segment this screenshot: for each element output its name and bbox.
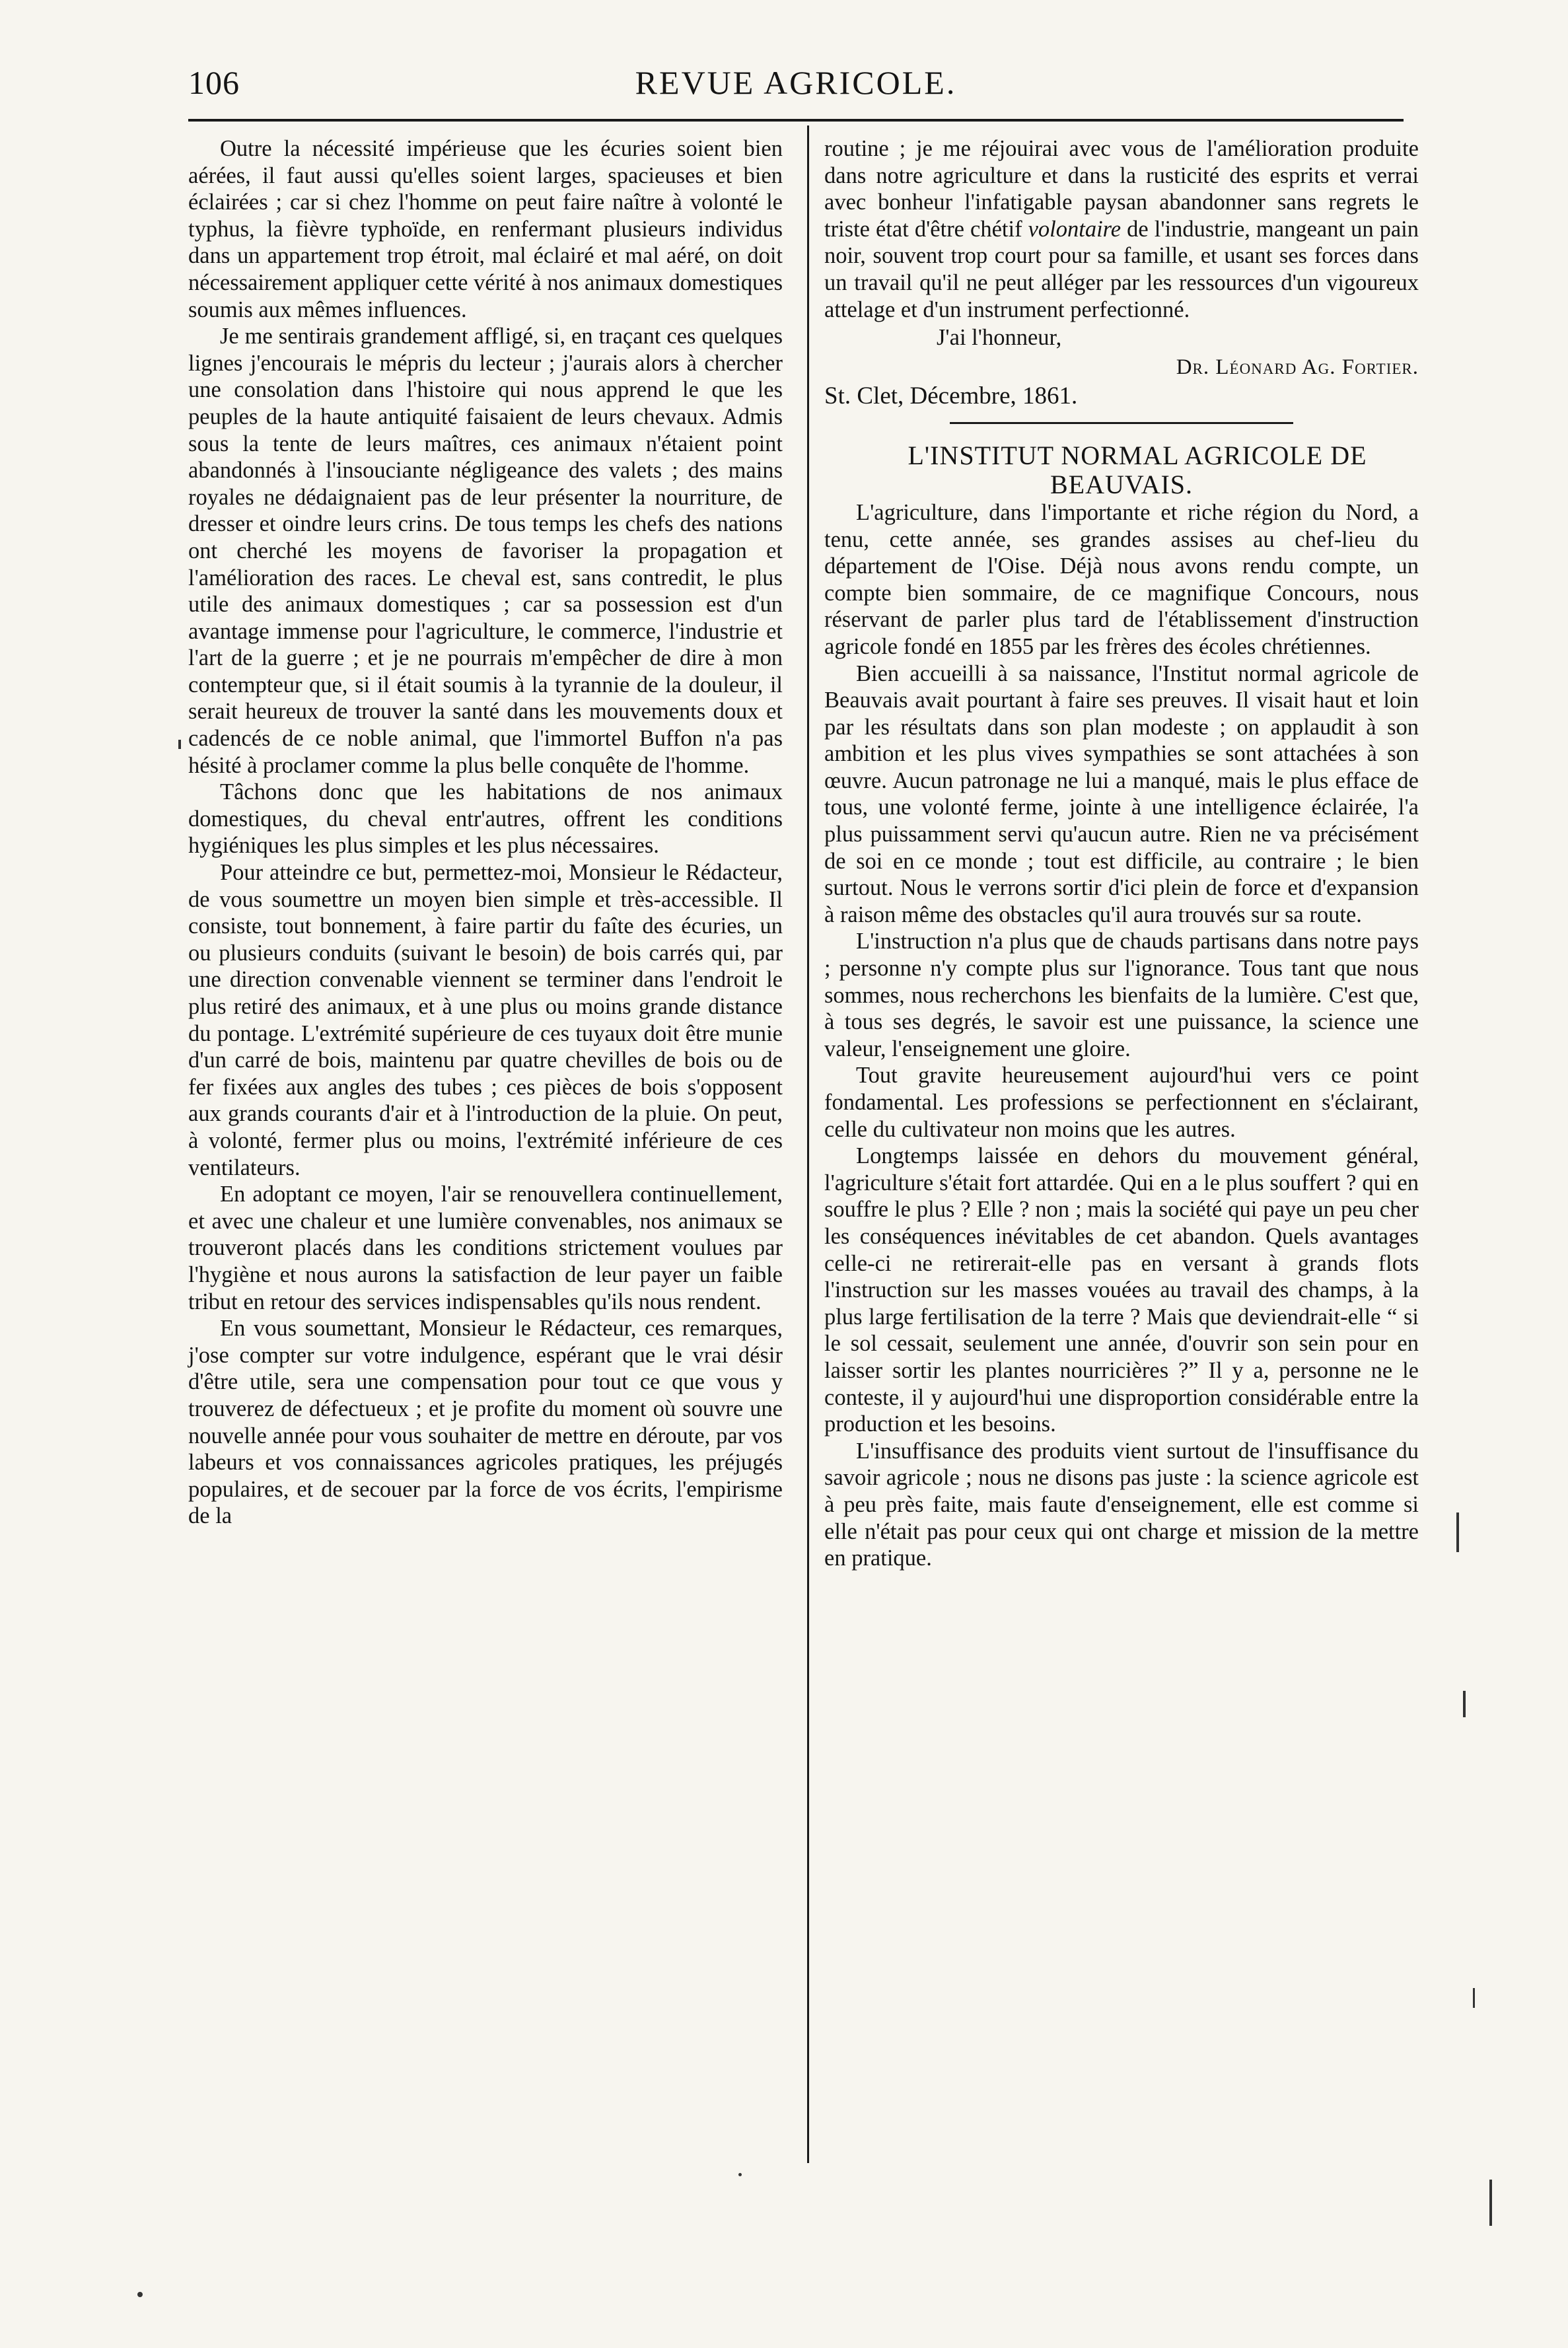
running-title: REVUE AGRICOLE. bbox=[635, 64, 957, 101]
section-divider bbox=[950, 422, 1293, 424]
column-divider-rule bbox=[807, 125, 809, 2163]
scan-speck bbox=[1489, 2180, 1492, 2226]
letter-continuation bbox=[824, 135, 1419, 323]
paragraph: Outre la nécessité impérieuse que les écuries soient bien aérées, il faut aussi qu'elles soient larges, spacieuses et bien éclairées ; car si chez l'homme on peut faire naître à volonté le typhus, la fièvre typhoïde, en renfermant plusieurs individus dans un appartement trop étroit, mal éclairé et mal aéré, on doit nécessairement appliquer cette vérité à nos animaux domestiques soumis aux mêmes influences. bbox=[188, 136, 783, 322]
paragraph: L'instruction n'a plus que de chauds partisans dans notre pays ; personne n'y compte plus sur l'ignorance. Tous tant que nous sommes, nous recherchons les bienfaits de la lumière. C'est que, à tous ses degrés, le savoir est une puissance, la science une valeur, l'enseignement une gloire. bbox=[824, 929, 1419, 1061]
continuation-text: de l'industrie, mangeant un pain noir, souvent trop court pour sa famille, et usant ses forces dans un travail qu'il ne peut alléger par les ressources d'un vigoureux attelage et d'un instrument perfectionné. bbox=[824, 216, 1419, 322]
paragraph: Je me sentirais grandement affligé, si, en traçant ces quelques lignes j'encourais le mépris du lecteur ; j'aurais alors à chercher une consolation dans l'histoire qui nous apprend le que les peuples de la haute antiquité faisaient de leurs chevaux. Admis sous la tente de leurs maîtres, ces animaux n'étaient point abandonnés à l'insouciante négligeance des valets ; des mains royales ne dédaignaient pas de leur présenter la nourriture, de dresser et oindre leurs crins. De tous temps les chefs des nations ont cherché les moyens de favoriser la propagation et l'amélioration des races. Le cheval est, sans contredit, le plus utile des animaux domestiques ; car sa possession est d'un avantage immense pour l'agriculture, le commerce, l'industrie et l'art de la guerre ; et je ne pourrais m'empêcher de dire à mon contempteur que, si il était soumis à la tyrannie de la douleur, il serait heureux de trouver la santé dans les mouvements doux et cadencés de ce noble animal, que l'immortel Buffon n'a pas hésité à proclamer comme la plus belle conquête de l'homme. bbox=[188, 324, 783, 778]
paragraph: L'agriculture, dans l'importante et riche région du Nord, a tenu, cette année, ses grandes assises au chef-lieu du département de l'Oise. Déjà nous avons rendu compte, un compte bien sommaire, de ce magnifique Concours, nous réservant de parler plus tard de l'établissement d'instruction agricole fondé en 1855 par les frères des écoles chrétiennes. bbox=[824, 499, 1419, 659]
paragraph: Tâchons donc que les habitations de nos animaux domestiques, du cheval entr'autres, offrent les conditions hygiéniques les plus simples et les plus nécessaires. bbox=[188, 779, 783, 859]
continuation-text: routine ; je me réjouirai avec vous de l'amélioration produite dans notre agriculture et dans la rusticité des esprits et verrai avec bonheur l'infatigable paysan abandonner sans regrets le triste état d'être chétif bbox=[824, 136, 1419, 242]
paragraph: En vous soumettant, Monsieur le Rédacteur, ces remarques, j'ose compter sur votre indulgence, espérant que le vrai désir d'être utile, sera une compensation pour tout ce que vous y trouverez de défectueux ; et je profite du moment où souvre une nouvelle année pour vous souhaiter de mettre en déroute, par vos labeurs et vos connaissances agricoles pratiques, les préjugés populaires, et de secouer par la force de vos écrits, l'empirisme de la bbox=[188, 1316, 783, 1529]
letter-salutation: J'ai l'honneur, bbox=[937, 325, 1062, 351]
scan-speck bbox=[1463, 1691, 1466, 1717]
paragraph: Pour atteindre ce but, permettez-moi, Monsieur le Rédacteur, de vous soumettre un moyen bien simple et très-accessible. Il consiste, tout bonnement, à faire partir du faîte des écuries, un ou plusieurs conduits (suivant le besoin) de bois carrés qui, par une direction convenable viennent se terminer dans l'endroit le plus retiré des animaux, et à une plus ou moins grande distance du pontage. L'extrémité supérieure de ces tuyaux doit être munie d'un carré de bois, maintenu par quatre chevilles de bois ou de fer fixées aux angles des tubes ; ces pièces de bois s'opposent aux grands courants d'air et à l'introduction de la pluie. On peut, à volonté, fermer plus ou moins, l'extrémité inférieure de ces ventilateurs. bbox=[188, 860, 783, 1180]
italic-word: volontaire bbox=[1028, 216, 1122, 242]
scan-speck bbox=[738, 2173, 742, 2176]
scan-speck bbox=[1456, 1512, 1459, 1552]
header-rule bbox=[188, 119, 1404, 122]
article-title: L'INSTITUT NORMAL AGRICOLE DE BEAUVAIS. bbox=[908, 440, 1367, 499]
scan-speck bbox=[178, 740, 181, 749]
page-number: 106 bbox=[188, 64, 240, 101]
page-header bbox=[188, 58, 1404, 119]
paragraph: L'insuffisance des produits vient surtout de l'insuffisance du savoir agricole ; nous ne disons pas juste : la science agricole est à peu près faite, mais faute d'enseignement, elle est comme si elle n'était pas pour ceux qui ont charge et mission de la mettre en pratique. bbox=[824, 1438, 1419, 1571]
paragraph: Longtemps laissée en dehors du mouvement général, l'agriculture s'était fort attardée. Qui en a le plus souffert ? qui en souffre le plus ? Elle ? non ; mais la société qui paye un peu cher les conséquences inévitables de cet abandon. Quels avantages celle-ci ne retirerait-elle pas en versant à grands flots l'instruction sur les masses vouées au travail des champs, à la plus large fertilisation de la terre ? Mais que deviendrait-elle “ si le sol cessait, seulement une année, d'ouvrir son sein pour en laisser sortir les plantes nourricières ?” Il y a, personne ne le conteste, il y aujourd'hui une disproportion considérable entre la production et les besoins. bbox=[824, 1143, 1419, 1437]
scan-speck bbox=[1473, 1988, 1475, 2008]
right-column bbox=[824, 135, 1419, 1572]
paragraph: Tout gravite heureusement aujourd'hui vers ce point fondamental. Les professions se perfectionnent en s'éclairant, celle du cultivateur non moins que les autres. bbox=[824, 1063, 1419, 1142]
paragraph: En adoptant ce moyen, l'air se renouvellera continuellement, et avec une chaleur et une lumière convenables, nos animaux se trouveront placés dans les conditions strictement voulues par l'hygiène et nous aurons la satisfaction de leur payer un faible tribut en retour des services indispensables qu'ils nous rendent. bbox=[188, 1182, 783, 1314]
paragraph: Bien accueilli à sa naissance, l'Institut normal agricole de Beauvais avait pourtant à faire ses preuves. Il visait haut et loin par les résultats dans son plan modeste ; on applaudit à son ambition et les plus vives sympathies se sont attachées à son œuvre. Aucun patronage ne lui a manqué, mais le plus efface de tous, une volonté ferme, jointe à une intelligence éclairée, l'a plus puissamment servi qu'aucun autre. Rien ne va précisément de soi en ce monde ; tout est difficile, au contraire ; le bien surtout. Nous le verrons sortir d'ici plein de force et d'expansion à raison même des obstacles qu'il aura trouvés sur sa route. bbox=[824, 660, 1419, 927]
scan-speck bbox=[137, 2292, 143, 2297]
letter-signature: Dr. Léonard Ag. Fortier. bbox=[1176, 355, 1419, 379]
left-column bbox=[188, 135, 783, 1530]
letter-place-date: St. Clet, Décembre, 1861. bbox=[824, 382, 1078, 410]
